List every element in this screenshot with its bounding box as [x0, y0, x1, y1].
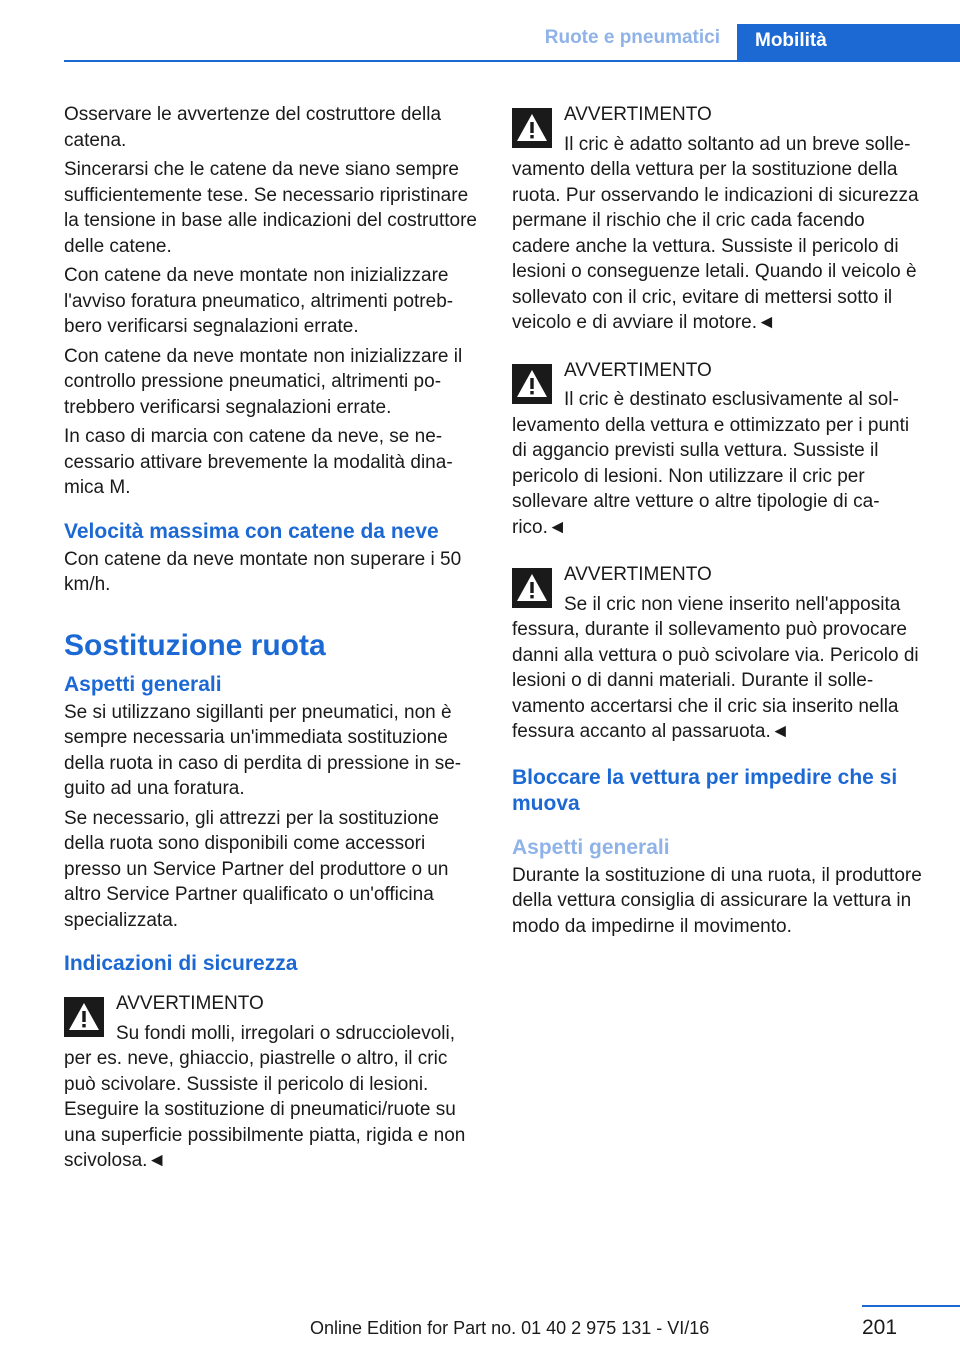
paragraph: Con catene da neve montate non superare i 50 km/h.: [64, 548, 462, 595]
header-chapter-tab[interactable]: Mobilità: [737, 24, 960, 62]
header-section-title[interactable]: Ruote e pneumatici: [544, 27, 720, 48]
footer-divider: [862, 1305, 960, 1307]
paragraph: Osservare le avvertenze del costruttore della catena.: [64, 104, 442, 151]
heading-wheel-change: Sostituzione ruota: [64, 628, 326, 662]
paragraph: Se necessario, gli attrezzi per la sostituzione della ruota sono disponibili come accessori presso un Service Partner del produttore o un altro Service Partner qualificato o un'officina specializzata.: [64, 807, 449, 931]
warning-text: Il cric è destinato esclusivamente al sollevamento della vettura e ottimizzato per i punti di aggancio previsti sulla vettura. Sussiste il pericolo di lesioni. Non utilizzare il cric per sollevare altre vetture o altre tipologie di carico.◄: [512, 389, 910, 538]
warning-title: AVVERTIMENTO: [116, 993, 264, 1014]
paragraph: In caso di marcia con catene da neve, se necessario attivare brevemente la modalità dinamica M.: [64, 426, 453, 498]
warning-block: [512, 358, 926, 541]
warning-triangle-icon: [64, 997, 104, 1037]
warning-triangle-icon: [512, 108, 552, 148]
warning-block: [512, 102, 926, 336]
left-column: [64, 102, 478, 1178]
footer-edition: Online Edition for Part no. 01 40 2 975 131 - VI/16: [310, 1318, 710, 1338]
warning-title: AVVERTIMENTO: [564, 359, 712, 381]
warning-title: AVVERTIMENTO: [564, 104, 712, 125]
warning-text: Su fondi molli, irregolari o sdrucciolevoli, per es. neve, ghiaccio, piastrelle o altro, il cric può scivolare. Sussiste il pericolo di lesioni. Eseguire la sostituzione di pneumatici/ruote su una superficie possibilmente piatta, rigida e non scivolosa.◄: [64, 1022, 466, 1171]
paragraph: Durante la sostituzione di una ruota, il produttore della vettura consiglia di assicurare la vettura in modo da impedirne il movimento.: [512, 864, 922, 937]
header-divider: [64, 60, 960, 62]
warning-text: Il cric è adatto soltanto ad un breve sollevamento della vettura per la sostituzione della ruota. Pur osservando le indicazioni di sicurezza permane il rischio che il cric cada facendo cadere anche la vettura. Sussiste il pericolo di lesioni o conseguenze letali. Quando il veicolo è sollevato con il cric, evitare di mettersi sotto il veicolo e di avviare il motore.◄: [512, 133, 919, 333]
right-column: [512, 102, 926, 943]
warning-block: [512, 562, 926, 745]
heading-general: Aspetti generali: [64, 672, 222, 696]
page-number: 201: [862, 1316, 898, 1339]
warning-text: Se il cric non viene inserito nell'apposita fessura, durante il sollevamento può provocare danni alla vettura o può scivolare via. Pericolo di lesioni o di danni materiali. Durante il sollevamento accertarsi che il cric sia inserito nella fessura accanto al passaruota.◄: [512, 593, 919, 742]
paragraph: Con catene da neve montate non inizializzare l'avviso foratura pneumatico, altrimenti potrebbero verificarsi segnalazioni errate.: [64, 265, 454, 337]
paragraph: Sincerarsi che le catene da neve siano sempre sufficientemente tese. Se necessario ripristinare la tensione in base alle indicazioni del costruttore delle catene.: [64, 159, 477, 257]
warning-title: AVVERTIMENTO: [564, 564, 712, 585]
warning-block: [64, 991, 478, 1174]
warning-triangle-icon: [512, 364, 552, 404]
heading-secure-vehicle: Bloccare la vettura per impedire che si muova: [512, 765, 898, 815]
heading-safety: Indicazioni di sicurezza: [64, 952, 298, 975]
heading-snow-chain-speed: Velocità massima con catene da neve: [64, 519, 439, 543]
paragraph: Se si utilizzano sigillanti per pneumatici, non è sempre necessaria un'immediata sostituzione della ruota in caso di perdita di pressione in seguito ad una foratura.: [64, 701, 462, 799]
heading-general: Aspetti generali: [512, 835, 670, 859]
paragraph: Con catene da neve montate non inizializzare il controllo pressione pneumatici, altrimenti potrebbero verificarsi segnalazioni errate.: [64, 345, 463, 418]
warning-triangle-icon: [512, 568, 552, 608]
page-header: [0, 0, 960, 62]
